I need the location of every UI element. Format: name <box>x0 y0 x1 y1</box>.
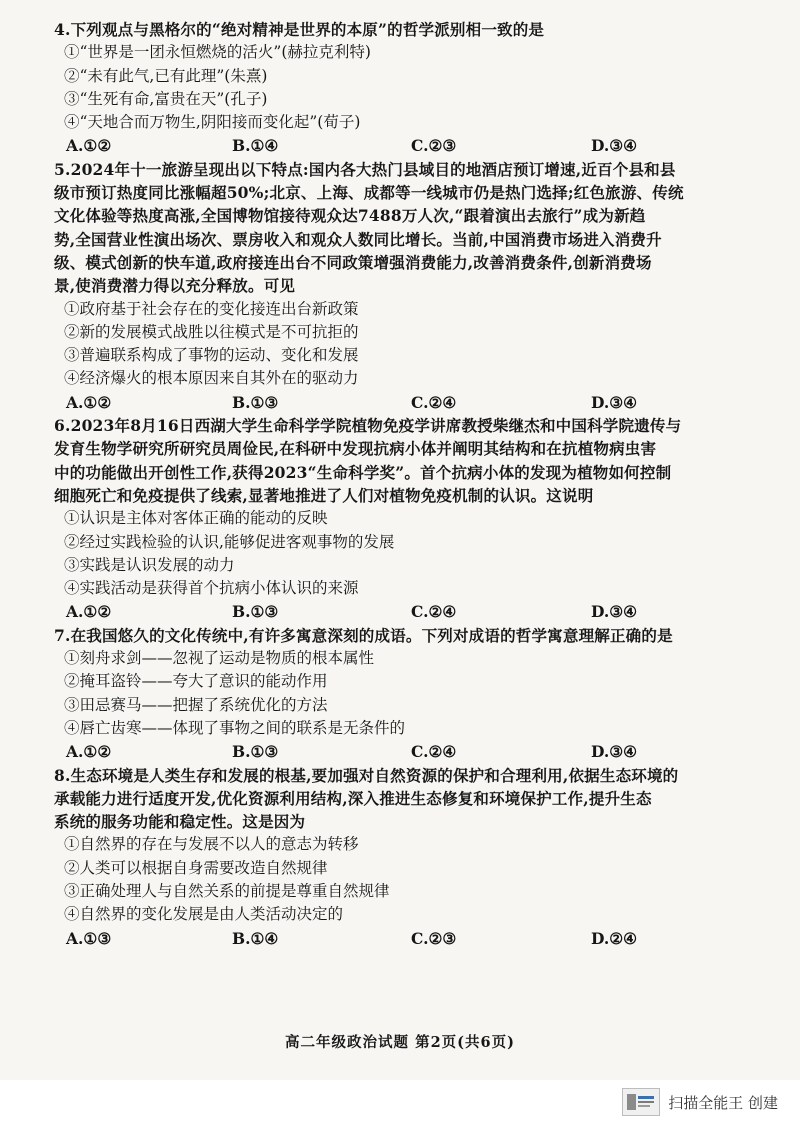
statement-option: ④自然界的变化发展是由人类活动决定的 <box>64 905 344 924</box>
answer-choices <box>54 600 754 623</box>
question-stem-line: 系统的服务功能和稳定性。这是因为 <box>54 812 306 832</box>
answer-choice: B.①③ <box>232 392 279 412</box>
statement-option: ①刻舟求剑——忽视了运动是物质的根本属性 <box>64 649 375 668</box>
answer-choice: C.②③ <box>411 136 457 156</box>
answer-choice: B.①④ <box>232 136 279 156</box>
question-list <box>54 18 754 950</box>
statement-option: ②掩耳盗铃——夸大了意识的能动作用 <box>64 672 328 691</box>
answer-choice: A.①② <box>66 392 112 412</box>
answer-choice: D.③④ <box>591 136 638 156</box>
answer-choice: A.①② <box>66 136 112 156</box>
question-stem: 8.生态环境是人类生存和发展的根基,要加强对自然资源的保护和合理利用,依据生态环境的 <box>54 765 679 785</box>
answer-choice: D.③④ <box>591 392 638 412</box>
statement-option: ②经过实践检验的认识,能够促进客观事物的发展 <box>64 532 395 551</box>
answer-choice: C.②③ <box>411 928 457 948</box>
watermark-text: 扫描全能王 创建 <box>668 1093 778 1112</box>
statement-option: ②新的发展模式战胜以往模式是不可抗拒的 <box>64 322 359 341</box>
answer-choice: C.②④ <box>411 602 457 622</box>
question-stem-line: 势,全国营业性演出场次、票房收入和观众人数同比增长。当前,中国消费市场进入消费升 <box>54 229 662 249</box>
statement-option: ③田忌赛马——把握了系统优化的方法 <box>64 695 328 714</box>
answer-choice: B.①③ <box>232 602 279 622</box>
answer-choice: B.①④ <box>232 928 279 948</box>
statement-option: ①认识是主体对客体正确的能动的反映 <box>64 509 328 528</box>
question-stem: 5.2024年十一旅游呈现出以下特点:国内各大热门县域目的地酒店预订增速,近百个县和县 <box>54 159 676 179</box>
question-stem-line: 承载能力进行适度开发,优化资源利用结构,深入推进生态修复和环境保护工作,提升生态 <box>54 788 652 808</box>
answer-choice: B.①③ <box>232 742 279 762</box>
question-stem-line: 细胞死亡和免疫提供了线索,显著地推进了人们对植物免疫机制的认识。这说明 <box>54 485 594 505</box>
question-block <box>54 624 754 764</box>
question-stem-line: 级、模式创新的快车道,政府接连出台不同政策增强消费能力,改善消费条件,创新消费场 <box>54 252 652 272</box>
question-stem-line: 发育生物学研究所研究员周俭民,在科研中发现抗病小体并阐明其结构和在抗植物病虫害 <box>54 439 657 459</box>
answer-choice: A.①② <box>66 602 112 622</box>
statement-option: ③实践是认识发展的动力 <box>64 555 235 574</box>
answer-choices <box>54 740 754 763</box>
statement-option: ④经济爆火的根本原因来自其外在的驱动力 <box>64 369 359 388</box>
statement-option: ②“未有此气,已有此理”(朱熹) <box>64 66 268 85</box>
answer-choice: C.②④ <box>411 742 457 762</box>
question-stem-line: 级市预订热度同比涨幅超50%;北京、上海、成都等一线城市仍是热门选择;红色旅游、传统 <box>54 183 684 203</box>
question-stem-line: 文化体验等热度高涨,全国博物馆接待观众达7488万人次,“跟着演出去旅行”成为新趋 <box>54 206 646 226</box>
answer-choice: D.②④ <box>591 928 638 948</box>
answer-choices <box>54 134 754 157</box>
question-block <box>54 158 754 414</box>
question-stem: 7.在我国悠久的文化传统中,有许多寓意深刻的成语。下列对成语的哲学寓意理解正确的是 <box>54 625 673 645</box>
statement-option: ②人类可以根据自身需要改造自然规律 <box>64 858 328 877</box>
answer-choice: A.①③ <box>66 928 112 948</box>
statement-option: ③普遍联系构成了事物的运动、变化和发展 <box>64 346 359 365</box>
answer-choices <box>54 391 754 414</box>
answer-choice: A.①② <box>66 742 112 762</box>
question-stem: 6.2023年8月16日西湖大学生命科学学院植物免疫学讲席教授柴继杰和中国科学院遗传与 <box>54 416 682 436</box>
statement-option: ①政府基于社会存在的变化接连出台新政策 <box>64 299 359 318</box>
question-stem-line: 景,使消费潜力得以充分释放。可见 <box>54 276 296 296</box>
answer-choice: D.③④ <box>591 742 638 762</box>
statement-option: ①自然界的存在与发展不以人的意志为转移 <box>64 835 359 854</box>
statement-option: ③“生死有命,富贵在天”(孔子) <box>64 89 268 108</box>
question-block <box>54 414 754 624</box>
page-footer: 高二年级政治试题 第2页(共6页) <box>285 1034 515 1051</box>
statement-option: ④实践活动是获得首个抗病小体认识的来源 <box>64 579 359 598</box>
question-block <box>54 18 754 158</box>
statement-option: ①“世界是一团永恒燃烧的活火”(赫拉克利特) <box>64 43 371 62</box>
answer-choice: D.③④ <box>591 602 638 622</box>
question-stem: 4.下列观点与黑格尔的“绝对精神是世界的本原”的哲学派别相一致的是 <box>54 20 545 39</box>
camscanner-logo-icon <box>622 1088 660 1116</box>
scanner-watermark <box>622 1088 778 1116</box>
question-stem-line: 中的功能做出开创性工作,获得2023“生命科学奖”。首个抗病小体的发现为植物如何控制 <box>54 462 672 482</box>
statement-option: ④“天地合而万物生,阴阳接而变化起”(荀子) <box>64 113 361 132</box>
statement-option: ③正确处理人与自然关系的前提是尊重自然规律 <box>64 881 390 900</box>
question-block <box>54 764 754 950</box>
statement-option: ④唇亡齿寒——体现了事物之间的联系是无条件的 <box>64 718 406 737</box>
answer-choices <box>54 927 754 950</box>
answer-choice: C.②④ <box>411 392 457 412</box>
